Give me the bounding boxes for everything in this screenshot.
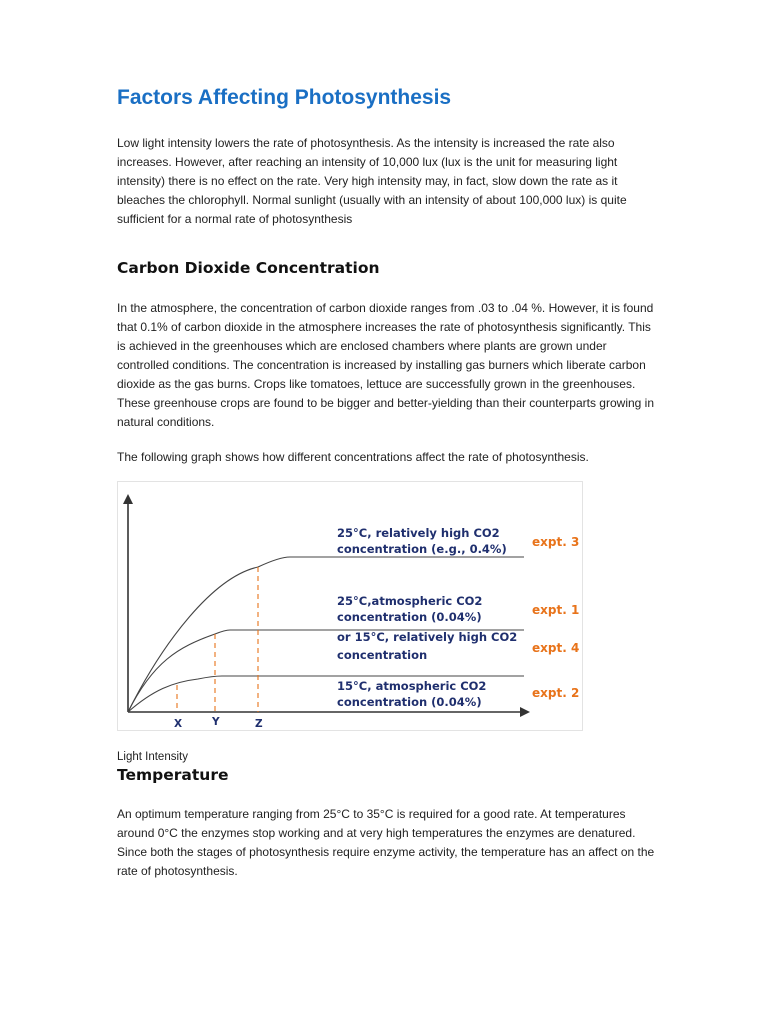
co2-paragraph: In the atmosphere, the concentration of carbon dioxide ranges from .03 to .04 %. However, it is found that 0.1% of carbon dioxide in the atmosphere increases the rate of photosynthesis significantly. This is achieved in the greenhouses which are enclosed chambers where plants are grown under controlled conditions. The concentration is increased by installing gas burners which liberate carbon dioxide as the gas burns. Crops like tomatoes, lettuce are successfully grown in the greenhouses. These greenhouse crops are found to be bigger and better-yielding than their counterparts growing in natural conditions. [117,301,655,429]
tick-label-y: Y [212,716,220,728]
label-expt-3-line-2: concentration (e.g., 0.4%) [337,542,507,556]
page-title: Factors Affecting Photosynthesis [117,86,452,109]
tick-label-x: X [174,718,183,730]
label-expt-4-line-1: or 15°C, relatively high CO2 [337,630,518,644]
graph-caption: Light Intensity [117,751,188,763]
expt-label-1: expt. 1 [532,603,580,617]
label-expt-1-line-2: concentration (0.04%) [337,610,482,624]
label-expt-1-line-1: 25°C,atmospheric CO2 [337,594,483,608]
expt-label-2: expt. 2 [532,686,580,700]
graph-svg [118,482,584,732]
label-expt-3-line-1: 25°C, relatively high CO2 [337,526,500,540]
co2-graph [117,481,583,731]
temperature-paragraph: An optimum temperature ranging from 25°C to 35°C is required for a good rate. At temperatures around 0°C the enzymes stop working and at very high temperatures the enzymes are denatured. Since both the stages of photosynthesis require enzyme activity, the temperature has an affect on the rate of photosynthesis. [117,807,655,878]
label-expt-2-line-1: 15°C, atmospheric CO2 [337,679,487,693]
intro-paragraph: Low light intensity lowers the rate of photosynthesis. As the intensity is increased the rate also increases. However, after reaching an intensity of 10,000 lux (lux is the unit for measuring light intensity) there is no effect on the rate. Very high intensity may, in fact, slow down the rate as it bleaches the chlorophyll. Normal sunlight (usually with an intensity of about 100,000 lux) is quite sufficient for a normal rate of photosynthesis [117,136,627,226]
label-expt-4-line-2: concentration [337,648,428,662]
expt-label-3: expt. 3 [532,535,580,549]
co2-heading: Carbon Dioxide Concentration [117,259,380,277]
temperature-heading: Temperature [117,766,229,784]
expt-label-4: expt. 4 [532,641,580,655]
graph-intro-text: The following graph shows how different concentrations affect the rate of photosynthesis. [117,450,589,464]
tick-label-z: Z [255,718,263,730]
label-expt-2-line-2: concentration (0.04%) [337,695,482,709]
